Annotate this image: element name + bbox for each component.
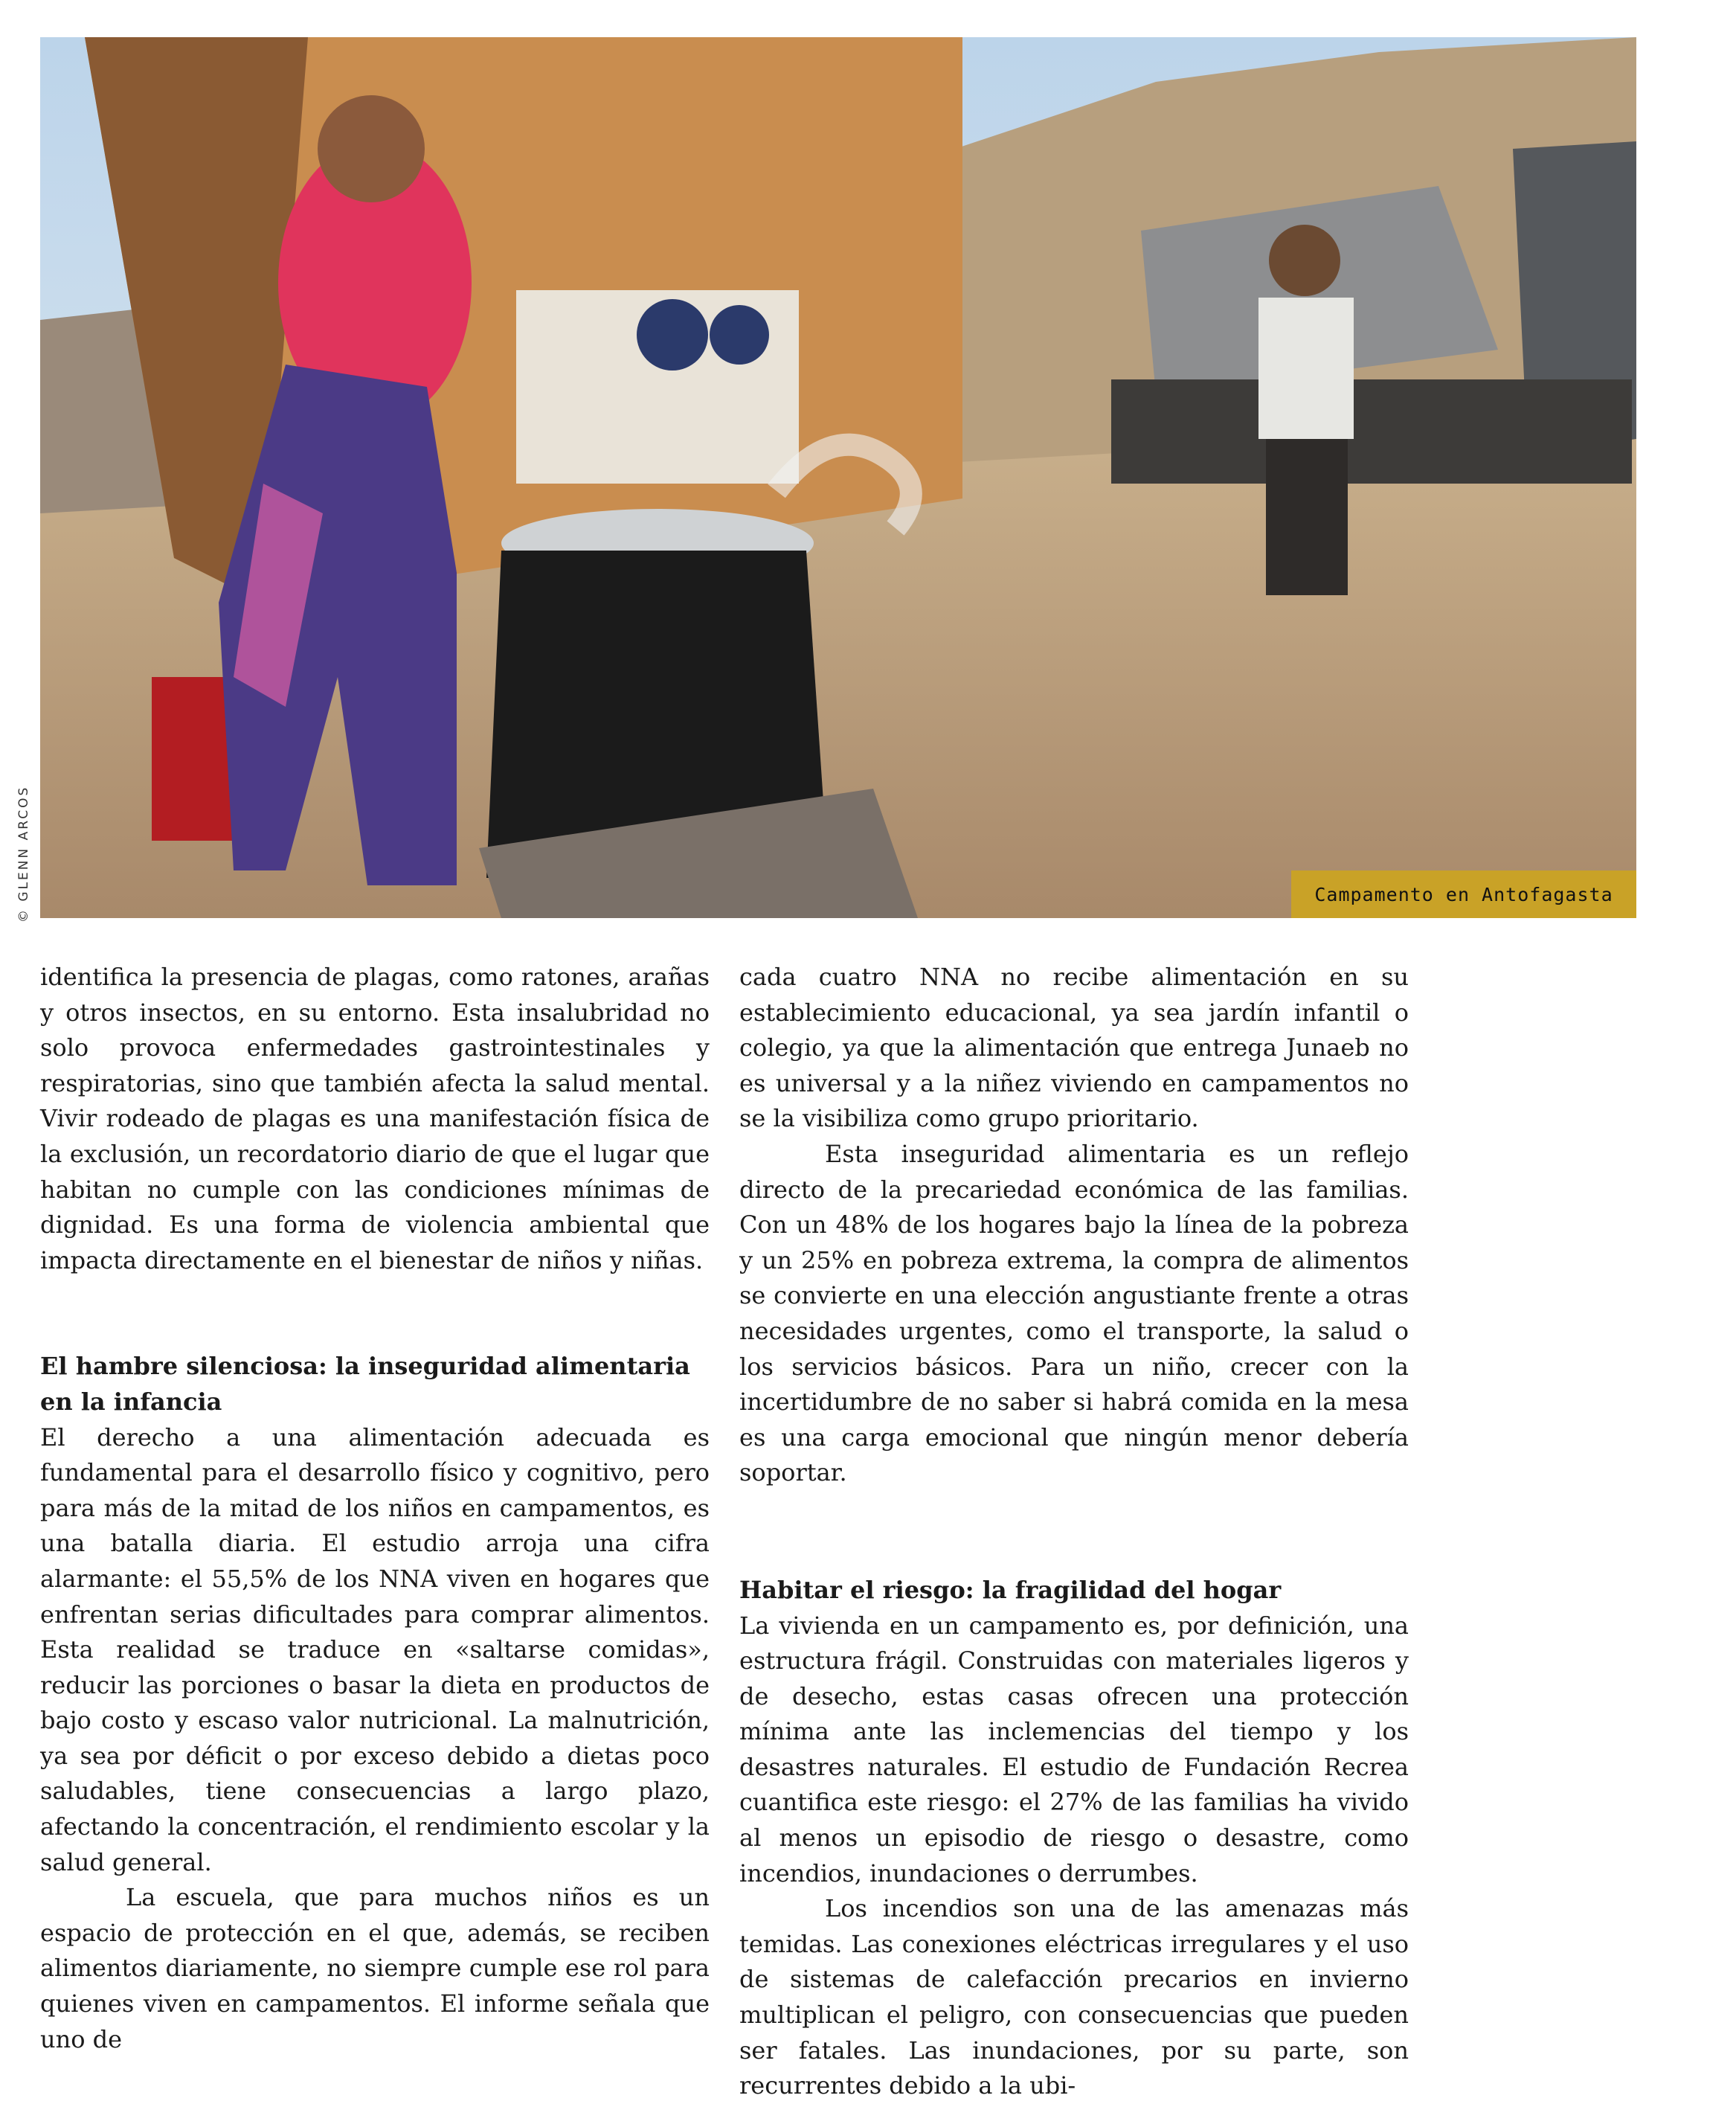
article-column-right — [739, 960, 1409, 2104]
paragraph: Esta inseguridad alimentaria es un reflejo directo de la precariedad económica de las familias. Con un 48% de los hogares bajo la línea de la pobreza y un 25% en pobreza extrema, la compra de alimentos se convierte en una elección angustiante frente a otras necesidades urgentes, como el transporte, la salud o los servicios básicos. Para un niño, crecer con la incertidumbre de no saber si habrá comida en la mesa es una carga emocional que ningún menor debería soportar. — [739, 1139, 1409, 1487]
section-heading: Habitar el riesgo: la fragilidad del hogar — [739, 1575, 1282, 1604]
photo-credit: © GLENN ARCOS — [16, 785, 31, 923]
article-column-left — [40, 960, 710, 2057]
photo-caption: Campamento en Antofagasta — [1291, 870, 1636, 918]
section-heading: El hambre silenciosa: la inseguridad alimentaria en la infancia — [40, 1352, 690, 1416]
paragraph: La escuela, que para muchos niños es un espacio de protección en el que, además, se reciben alimentos diariamente, no siempre cumple ese rol para quienes viven en campamentos. El informe señala que uno de — [40, 1883, 710, 2053]
paragraph: Los incendios son una de las amenazas más temidas. Las conexiones eléctricas irregulares y el uso de sistemas de calefacción precarios en invierno multiplican el peligro, con consecuencias que pueden ser fatales. Las inundaciones, por su parte, son recurrentes debido a la ubi- — [739, 1894, 1409, 2100]
paragraph: La vivienda en un campamento es, por definición, una estructura frágil. Construidas con materiales ligeros y de desecho, estas casas ofrecen una protección mínima ante las inclemencias del tiempo y los desastres naturales. El estudio de Fundación Recrea cuantifica este riesgo: el 27% de las familias ha vivido al menos un episodio de riesgo o desastre, como incendios, inundaciones o derrumbes. — [739, 1611, 1409, 1887]
paragraph: identifica la presencia de plagas, como ratones, arañas y otros insectos, en su entorno. Esta insalubridad no solo provoca enfermedades gastrointestinales y respiratorias, sino que también afecta la salud mental. Vivir rodeado de plagas es una manifestación física de la exclusión, un recordatorio diario de que el lugar que habitan no cumple con las condiciones mínimas de dignidad. Es una forma de violencia ambiental que impacta directamente en el bienestar de niños y niñas. — [40, 963, 710, 1274]
paragraph: El derecho a una alimentación adecuada es fundamental para el desarrollo físico y cognitivo, pero para más de la mitad de los niños en campamentos, es una batalla diaria. El estudio arroja una cifra alarmante: el 55,5% de los NNA viven en hogares que enfrentan serias dificultades para comprar alimentos. Esta realidad se traduce en «saltarse comidas», reducir las porciones o basar la dieta en productos de bajo costo y escaso valor nutricional. La malnutrición, ya sea por déficit o por exceso debido a dietas poco saludables, tiene consecuencias a largo plazo, afectando la concentración, el rendimiento escolar y la salud general. — [40, 1423, 710, 1876]
article-photo — [40, 37, 1636, 918]
paragraph: cada cuatro NNA no recibe alimentación en su establecimiento educacional, ya sea jardín infantil o colegio, ya que la alimentación que entrega Junaeb no es universal y a la niñez viviendo en campamentos no se la visibiliza como grupo prioritario. — [739, 963, 1409, 1133]
campamento-photo — [40, 37, 1636, 918]
